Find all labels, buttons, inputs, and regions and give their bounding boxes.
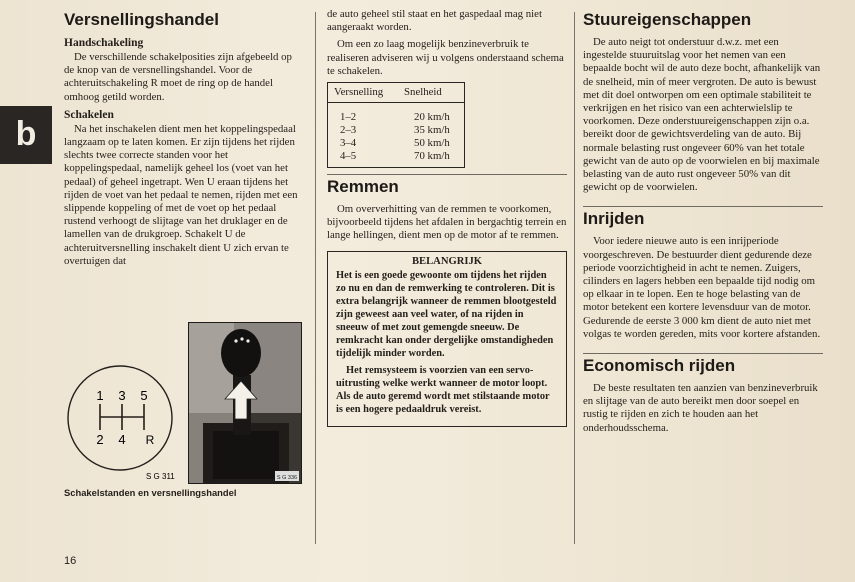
column-1 — [64, 8, 304, 272]
table-row: 3–4 50 km/h — [340, 137, 450, 150]
paragraph: de auto geheel stil staat en het gaspedaal mag niet aangeraakt worden. — [327, 8, 542, 34]
figure-code-left: S G 311 — [146, 472, 175, 481]
heading-versnellingshandel: Versnellingshandel — [64, 10, 219, 29]
subheading-handschakeling: Handschakeling — [64, 37, 144, 49]
page-number: 16 — [64, 555, 77, 567]
heading-remmen: Remmen — [327, 174, 567, 197]
gear-label-4: 4 — [118, 432, 126, 447]
table-header: Versnelling — [328, 83, 399, 103]
column-2 — [327, 8, 567, 427]
subheading-schakelen: Schakelen — [64, 108, 114, 121]
paragraph: Om oververhitting van de remmen te voorkomen, bijvoorbeeld tijdens het afdalen in bergachtig terrein en lange hellingen, dient men op de motor af te remmen. — [327, 203, 567, 242]
paragraph: Na het inschakelen dient men het koppelingspedaal langzaam op te laten komen. Er zijn tijdens het rijden slechts twee correcte standen voor het koppelingspedaal, namelijk geheel los (voet van het pedaal) of geheel ingetrapt. Wen U eraan tijdens het rijden de voet van het pedaal te nemen, rijden met een slippende koppeling of met de voet op het pedaal rustend verhoogt de slijtage van het druklager en de lamellen van de drukgroep. Schakelt U de achteruitversnelling inschakelt dient U zich ervan te overtuigen dat — [64, 122, 298, 267]
shift-speed-table — [327, 82, 465, 168]
heading-inrijden: Inrijden — [583, 206, 823, 229]
heading-stuureigenschappen: Stuureigenschappen — [583, 10, 752, 29]
table-row: 2–3 35 km/h — [340, 124, 450, 137]
paragraph: Om een zo laag mogelijk benzineverbruik te realiseren adviseren wij u volgens onderstaand schema te schakelen. — [327, 38, 564, 77]
gear-label-r: R — [145, 433, 155, 447]
column-divider — [574, 12, 575, 544]
notice-paragraph: Het is een goede gewoonte om tijdens het rijden zo nu en dan de remwerking te controleren. Dit is extra belangrijk wanneer de remmen blootgesteld zijn geweest aan veel water, of na rijden in sneeuw of met zout gemengde sneeuw. De remkracht kan onder dergelijke omstandigheden tijdelijk minder worden. — [336, 269, 557, 359]
figure-code-right: S G 336 — [276, 475, 298, 481]
paragraph: Voor iedere nieuwe auto is een inrijperiode voorgeschreven. De bestuurder dient gedurende deze periode voorzichtigheid in acht te nemen. Zuigers, cilinders en lagers hebben een bepaalde tijd nodig om op elkaar in te lopen. Een te hoge belasting van de motor betekent een kortere levensduur van de motor. Gedurende de eerste 3 000 km dient de auto niet met volgas te worden gereden, mits voor kortere afstanden. — [583, 235, 821, 340]
table-header: Snelheid — [398, 83, 464, 103]
column-3 — [583, 8, 823, 439]
paragraph: De verschillende schakelposities zijn afgebeeld op de knop van de versnellingshandel. Voor de achteruitschakeling R moet de ring op de handel omhoog getild worden. — [64, 51, 292, 103]
important-notice-box — [327, 251, 567, 427]
notice-title: BELANGRIJK — [411, 255, 483, 267]
table-row: 1–2 20 km/h — [340, 111, 450, 124]
paragraph: De auto neigt tot onderstuur d.w.z. met een ingestelde stuuruitslag voor het nemen van een bepaalde bocht wil de auto deze bocht, afhankelijk van de snelheid, min of meer vergroten. De auto is bewust met dit doel ontworpen om een optimale stabiliteit te verkrijgen en het risico van een achterwielslip te voorkomen. Deze onderstuureigenschappen zijn o.a. bereikt door de gewichtsverdeling van de auto. Bij normale belasting rust ongeveer 60% van het totale gewicht van de auto op de voorwielen en bij maximale belasting van de auto rust ongeveer 50% van dit gewicht op de voorwielen. — [583, 36, 821, 194]
gear-label-2: 2 — [96, 432, 104, 447]
figure-gearshift — [64, 322, 304, 486]
heading-economisch-rijden: Economisch rijden — [583, 353, 823, 376]
figure-caption: Schakelstanden en versnellingshandel — [64, 487, 237, 498]
column-divider — [315, 12, 316, 544]
gear-label-5: 5 — [140, 388, 148, 403]
gear-label-3: 3 — [118, 388, 126, 403]
gear-label-1: 1 — [96, 388, 104, 403]
gear-lever-photo — [188, 322, 302, 484]
paragraph: De beste resultaten ten aanzien van benzineverbruik en slijtage van de auto bereikt men door soepel en rustig te rijden en zich te houden aan het onderhoudsschema. — [583, 382, 818, 434]
notice-paragraph: Het remsysteem is voorzien van een servo-uitrusting welke werkt wanneer de motor loopt. Als de auto geremd wordt met stilstaande motor is een hogere pedaaldruk vereist. — [336, 364, 550, 415]
section-tab: b — [0, 106, 52, 164]
shift-pattern-diagram — [64, 322, 182, 482]
table-row: 4–5 70 km/h — [340, 150, 450, 163]
